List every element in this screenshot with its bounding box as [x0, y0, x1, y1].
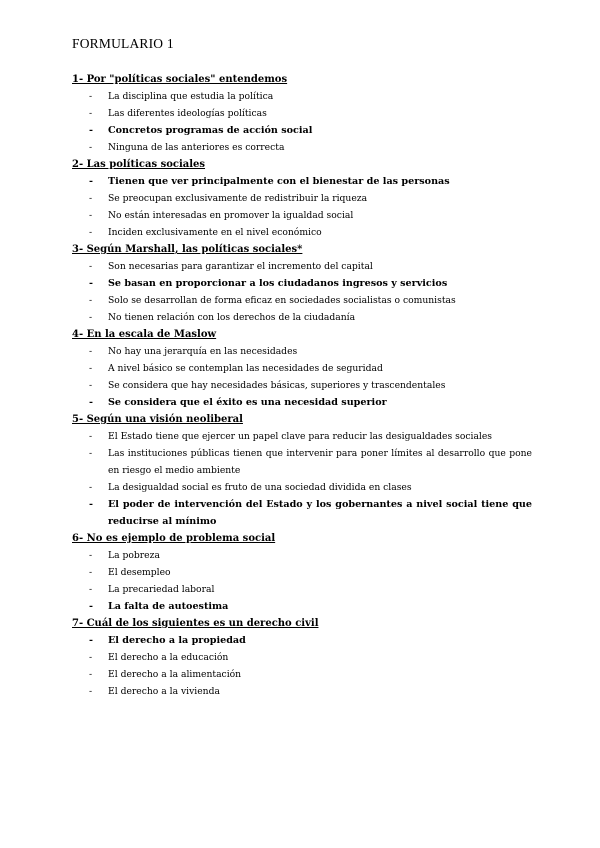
option-text: No están interesadas en promover la igualdad social — [108, 210, 354, 221]
bullet-dash: - — [89, 652, 93, 663]
bullet-dash: - — [89, 584, 93, 595]
bullet-dash: - — [89, 193, 93, 204]
bullet-dash: - — [89, 635, 93, 646]
answer-option — [72, 666, 532, 683]
answer-option — [72, 190, 532, 207]
question-5 — [72, 411, 532, 530]
bullet-dash: - — [89, 601, 93, 612]
bullet-dash: - — [89, 278, 93, 289]
answer-option — [72, 683, 532, 700]
bullet-dash: - — [89, 499, 93, 510]
question-2 — [72, 156, 532, 241]
answer-option-correct — [72, 394, 532, 411]
bullet-dash: - — [89, 686, 93, 697]
option-text: Se considera que hay necesidades básicas, superiores y trascendentales — [108, 380, 446, 391]
answer-option — [72, 649, 532, 666]
option-text: Solo se desarrollan de forma eficaz en sociedades socialistas o comunistas — [108, 295, 456, 306]
bullet-dash: - — [89, 142, 93, 153]
option-text: La falta de autoestima — [108, 601, 229, 612]
bullet-dash: - — [89, 176, 93, 187]
option-text: La precariedad laboral — [108, 584, 215, 595]
question-6 — [72, 530, 532, 615]
option-text: No hay una jerarquía en las necesidades — [108, 346, 298, 357]
bullet-dash: - — [89, 431, 93, 442]
bullet-dash: - — [89, 669, 93, 680]
question-heading: 1- Por "políticas sociales" entendemos — [72, 74, 288, 85]
option-text: Se preocupan exclusivamente de redistribuir la riqueza — [108, 193, 368, 204]
answer-option — [72, 428, 532, 445]
answer-option — [72, 207, 532, 224]
option-text: La disciplina que estudia la política — [108, 91, 274, 102]
answer-option — [72, 479, 532, 496]
answer-option — [72, 360, 532, 377]
bullet-dash: - — [89, 567, 93, 578]
bullet-dash: - — [89, 380, 93, 391]
answer-option-correct — [72, 275, 532, 292]
option-text: Concretos programas de acción social — [108, 125, 313, 136]
answer-option — [72, 445, 532, 479]
option-text: El derecho a la alimentación — [108, 669, 242, 680]
option-text: Las diferentes ideologías políticas — [108, 108, 267, 119]
bullet-dash: - — [89, 397, 93, 408]
question-list — [72, 71, 532, 700]
option-text: El poder de intervención del Estado y los gobernantes a nivel social tiene que reducirse al mínimo — [108, 499, 532, 527]
answer-option — [72, 139, 532, 156]
bullet-dash: - — [89, 91, 93, 102]
option-text: El desempleo — [108, 567, 171, 578]
question-3 — [72, 241, 532, 326]
document-title: FORMULARIO 1 — [72, 36, 174, 51]
option-text: A nivel básico se contemplan las necesidades de seguridad — [108, 363, 383, 374]
question-7 — [72, 615, 532, 700]
answer-option — [72, 564, 532, 581]
answer-option — [72, 377, 532, 394]
bullet-dash: - — [89, 312, 93, 323]
answer-option-correct — [72, 173, 532, 190]
option-text: El Estado tiene que ejercer un papel clave para reducir las desigualdades sociales — [108, 431, 493, 442]
option-text: El derecho a la vivienda — [108, 686, 220, 697]
answer-option-correct — [72, 632, 532, 649]
bullet-dash: - — [89, 295, 93, 306]
bullet-dash: - — [89, 346, 93, 357]
bullet-dash: - — [89, 108, 93, 119]
option-text: Se considera que el éxito es una necesidad superior — [108, 397, 387, 408]
question-1 — [72, 71, 532, 156]
option-text: Inciden exclusivamente en el nivel económico — [108, 227, 322, 238]
option-text: No tienen relación con los derechos de la ciudadanía — [108, 312, 356, 323]
answer-option-correct — [72, 122, 532, 139]
bullet-dash: - — [89, 482, 93, 493]
option-text: Se basan en proporcionar a los ciudadanos ingresos y servicios — [108, 278, 448, 289]
bullet-dash: - — [89, 125, 93, 136]
bullet-dash: - — [89, 550, 93, 561]
bullet-dash: - — [89, 448, 93, 459]
answer-option — [72, 105, 532, 122]
option-text: El derecho a la propiedad — [108, 635, 246, 646]
bullet-dash: - — [89, 261, 93, 272]
question-heading: 2- Las políticas sociales — [72, 159, 206, 170]
answer-option — [72, 292, 532, 309]
option-text: La desigualdad social es fruto de una sociedad dividida en clases — [108, 482, 412, 493]
question-heading: 5- Según una visión neoliberal — [72, 414, 243, 425]
answer-option — [72, 309, 532, 326]
answer-option — [72, 581, 532, 598]
answer-option — [72, 224, 532, 241]
option-text: Las instituciones públicas tienen que intervenir para poner límites al desarrollo que pone en riesgo el medio ambiente — [108, 448, 532, 476]
option-text: Son necesarias para garantizar el incremento del capital — [108, 261, 373, 272]
answer-option — [72, 88, 532, 105]
bullet-dash: - — [89, 363, 93, 374]
option-text: El derecho a la educación — [108, 652, 229, 663]
bullet-dash: - — [89, 210, 93, 221]
option-text: Ninguna de las anteriores es correcta — [108, 142, 285, 153]
option-text: Tienen que ver principalmente con el bienestar de las personas — [108, 176, 450, 187]
question-heading: 6- No es ejemplo de problema social — [72, 533, 276, 544]
answer-option — [72, 343, 532, 360]
answer-option-correct — [72, 496, 532, 530]
question-heading: 3- Según Marshall, las políticas sociales* — [72, 244, 303, 255]
answer-option — [72, 547, 532, 564]
answer-option — [72, 258, 532, 275]
answer-option-correct — [72, 598, 532, 615]
bullet-dash: - — [89, 227, 93, 238]
option-text: La pobreza — [108, 550, 160, 561]
question-heading: 7- Cuál de los siguientes es un derecho civil — [72, 618, 319, 629]
question-4 — [72, 326, 532, 411]
question-heading: 4- En la escala de Maslow — [72, 329, 217, 340]
